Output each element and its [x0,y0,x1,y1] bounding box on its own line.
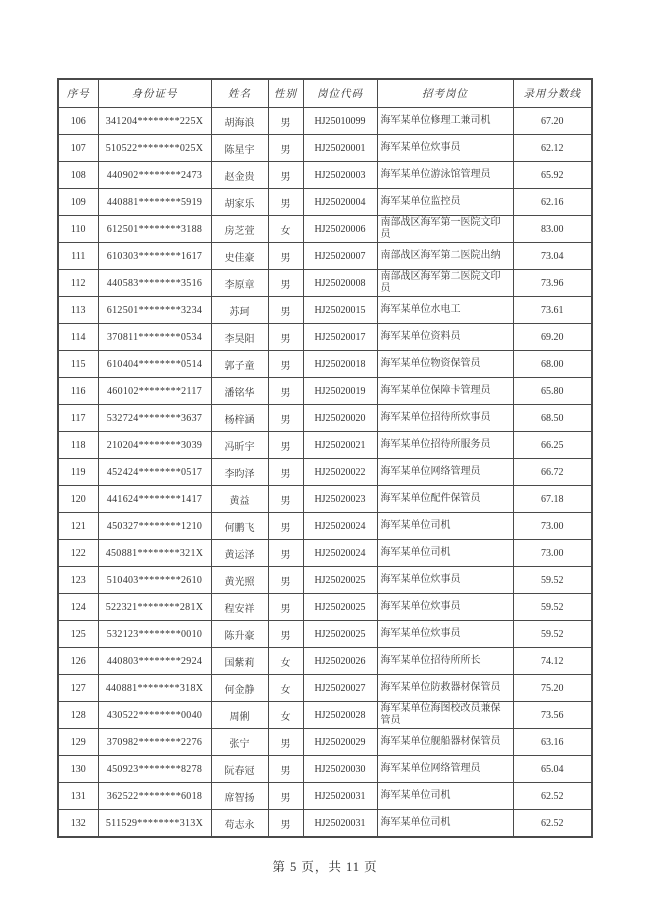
cell-id-number: 460102********2117 [98,378,211,405]
cell-id-number: 440583********3516 [98,270,211,297]
cell-name: 程安祥 [211,594,268,621]
column-header-id: 身份证号 [98,79,211,108]
cell-gender: 男 [268,243,303,270]
cell-position-code: HJ25020017 [303,324,377,351]
cell-score: 73.61 [513,297,592,324]
cell-position: 海军某单位司机 [377,810,513,838]
cell-id-number: 441624********1417 [98,486,211,513]
cell-score: 73.04 [513,243,592,270]
table-row [58,567,592,594]
cell-score: 83.00 [513,216,592,243]
cell-score: 62.52 [513,810,592,838]
cell-serial-number: 109 [58,189,98,216]
cell-name: 房芝萱 [211,216,268,243]
column-header-position: 招考岗位 [377,79,513,108]
cell-position-code: HJ25020021 [303,432,377,459]
cell-gender: 男 [268,486,303,513]
cell-position-code: HJ25020031 [303,810,377,838]
cell-position: 海军某单位修理工兼司机 [377,108,513,135]
cell-name: 李昀泽 [211,459,268,486]
cell-score: 74.12 [513,648,592,675]
cell-position-code: HJ25020020 [303,405,377,432]
cell-score: 62.16 [513,189,592,216]
cell-gender: 男 [268,135,303,162]
cell-score: 66.72 [513,459,592,486]
cell-gender: 男 [268,540,303,567]
table-row [58,270,592,297]
cell-position-code: HJ25020022 [303,459,377,486]
cell-score: 59.52 [513,621,592,648]
cell-position: 南部战区海军第二医院出纳 [377,243,513,270]
column-header-gender: 性别 [268,79,303,108]
cell-gender: 男 [268,405,303,432]
cell-gender: 男 [268,756,303,783]
cell-gender: 男 [268,351,303,378]
column-header-name: 姓名 [211,79,268,108]
recruitment-score-table [57,78,593,838]
cell-position: 海军某单位资料员 [377,324,513,351]
cell-position-code: HJ25010099 [303,108,377,135]
cell-serial-number: 113 [58,297,98,324]
cell-position: 海军某单位舰船器材保管员 [377,729,513,756]
cell-gender: 男 [268,189,303,216]
cell-id-number: 440803********2924 [98,648,211,675]
cell-position-code: HJ25020001 [303,135,377,162]
cell-score: 65.04 [513,756,592,783]
table-row [58,243,592,270]
cell-position: 海军某单位炊事员 [377,594,513,621]
cell-name: 郭子童 [211,351,268,378]
cell-name: 胡海浪 [211,108,268,135]
cell-position: 海军某单位水电工 [377,297,513,324]
cell-serial-number: 116 [58,378,98,405]
table-header-row [58,79,592,108]
table-row [58,540,592,567]
cell-position: 海军某单位司机 [377,540,513,567]
cell-id-number: 370811********0534 [98,324,211,351]
cell-score: 73.00 [513,513,592,540]
cell-gender: 男 [268,783,303,810]
cell-id-number: 450881********321X [98,540,211,567]
cell-position-code: HJ25020004 [303,189,377,216]
table-row [58,513,592,540]
cell-name: 国紫莉 [211,648,268,675]
cell-score: 59.52 [513,567,592,594]
cell-gender: 男 [268,594,303,621]
cell-id-number: 341204********225X [98,108,211,135]
cell-position-code: HJ25020025 [303,594,377,621]
cell-id-number: 440881********318X [98,675,211,702]
cell-serial-number: 120 [58,486,98,513]
table-row [58,324,592,351]
cell-position-code: HJ25020024 [303,513,377,540]
cell-serial-number: 125 [58,621,98,648]
cell-serial-number: 123 [58,567,98,594]
table-row [58,459,592,486]
cell-id-number: 510522********025X [98,135,211,162]
cell-serial-number: 132 [58,810,98,838]
cell-gender: 男 [268,459,303,486]
cell-id-number: 612501********3234 [98,297,211,324]
cell-gender: 女 [268,216,303,243]
cell-position-code: HJ25020007 [303,243,377,270]
cell-gender: 女 [268,702,303,729]
cell-position-code: HJ25020031 [303,783,377,810]
cell-position: 海军某单位防救器材保管员 [377,675,513,702]
cell-id-number: 610303********1617 [98,243,211,270]
cell-gender: 男 [268,108,303,135]
cell-name: 黄益 [211,486,268,513]
table-row [58,162,592,189]
cell-score: 59.52 [513,594,592,621]
table-row [58,621,592,648]
cell-id-number: 362522********6018 [98,783,211,810]
page-footer: 第 5 页，共 11 页 [272,860,378,874]
cell-name: 苟志永 [211,810,268,838]
cell-position: 海军某单位炊事员 [377,567,513,594]
cell-serial-number: 128 [58,702,98,729]
table-row [58,405,592,432]
cell-id-number: 452424********0517 [98,459,211,486]
table-row [58,189,592,216]
cell-score: 62.52 [513,783,592,810]
cell-position-code: HJ25020006 [303,216,377,243]
column-header-score: 录用分数线 [513,79,592,108]
column-header-serial: 序号 [58,79,98,108]
table-row [58,648,592,675]
cell-serial-number: 111 [58,243,98,270]
cell-name: 杨梓涵 [211,405,268,432]
table-row [58,108,592,135]
cell-serial-number: 108 [58,162,98,189]
cell-serial-number: 112 [58,270,98,297]
cell-gender: 男 [268,378,303,405]
cell-position: 海军某单位网络管理员 [377,756,513,783]
cell-position-code: HJ25020018 [303,351,377,378]
cell-serial-number: 115 [58,351,98,378]
cell-id-number: 510403********2610 [98,567,211,594]
cell-gender: 男 [268,729,303,756]
cell-position: 海军某单位保障卡管理员 [377,378,513,405]
cell-position: 海军某单位招待所服务员 [377,432,513,459]
table-row [58,594,592,621]
cell-position-code: HJ25020030 [303,756,377,783]
cell-score: 75.20 [513,675,592,702]
cell-name: 黄运泽 [211,540,268,567]
cell-gender: 男 [268,567,303,594]
cell-serial-number: 129 [58,729,98,756]
table-row [58,810,592,838]
cell-id-number: 440881********5919 [98,189,211,216]
cell-score: 62.12 [513,135,592,162]
table-row [58,702,592,729]
cell-gender: 女 [268,648,303,675]
cell-position: 海军某单位司机 [377,513,513,540]
cell-id-number: 612501********3188 [98,216,211,243]
cell-id-number: 610404********0514 [98,351,211,378]
cell-serial-number: 114 [58,324,98,351]
table-row [58,216,592,243]
cell-position: 南部战区海军第一医院文印员 [377,216,513,243]
cell-position: 海军某单位司机 [377,783,513,810]
cell-position: 海军某单位配件保管员 [377,486,513,513]
table-row [58,135,592,162]
table-row [58,729,592,756]
cell-score: 67.20 [513,108,592,135]
cell-serial-number: 117 [58,405,98,432]
table-row [58,486,592,513]
cell-position-code: HJ25020029 [303,729,377,756]
table-row [58,351,592,378]
cell-gender: 女 [268,675,303,702]
cell-score: 73.00 [513,540,592,567]
cell-id-number: 430522********0040 [98,702,211,729]
cell-name: 陈星宇 [211,135,268,162]
cell-position-code: HJ25020024 [303,540,377,567]
cell-serial-number: 121 [58,513,98,540]
cell-position: 海军某单位炊事员 [377,621,513,648]
cell-position-code: HJ25020023 [303,486,377,513]
cell-serial-number: 131 [58,783,98,810]
cell-serial-number: 126 [58,648,98,675]
cell-position: 海军某单位招待所炊事员 [377,405,513,432]
cell-name: 何鹏飞 [211,513,268,540]
cell-position: 海军某单位游泳馆管理员 [377,162,513,189]
cell-serial-number: 106 [58,108,98,135]
cell-id-number: 450327********1210 [98,513,211,540]
cell-gender: 男 [268,162,303,189]
cell-name: 胡家乐 [211,189,268,216]
cell-score: 73.56 [513,702,592,729]
cell-gender: 男 [268,297,303,324]
cell-serial-number: 118 [58,432,98,459]
cell-id-number: 522321********281X [98,594,211,621]
cell-name: 周俐 [211,702,268,729]
cell-position: 海军某单位网络管理员 [377,459,513,486]
cell-serial-number: 107 [58,135,98,162]
cell-serial-number: 130 [58,756,98,783]
cell-position: 海军某单位物资保管员 [377,351,513,378]
cell-score: 73.96 [513,270,592,297]
cell-id-number: 370982********2276 [98,729,211,756]
cell-name: 冯昕宇 [211,432,268,459]
cell-name: 史佳豪 [211,243,268,270]
cell-name: 何金静 [211,675,268,702]
cell-gender: 男 [268,621,303,648]
cell-position-code: HJ25020008 [303,270,377,297]
table-row [58,297,592,324]
cell-position: 南部战区海军第二医院文印员 [377,270,513,297]
cell-position-code: HJ25020026 [303,648,377,675]
table-row [58,756,592,783]
cell-name: 李原章 [211,270,268,297]
cell-serial-number: 119 [58,459,98,486]
cell-id-number: 532123********0010 [98,621,211,648]
column-header-code: 岗位代码 [303,79,377,108]
cell-name: 阮春冠 [211,756,268,783]
table-row [58,378,592,405]
cell-gender: 男 [268,270,303,297]
cell-name: 潘铭华 [211,378,268,405]
cell-position: 海军某单位海图校改员兼保管员 [377,702,513,729]
table-row [58,783,592,810]
cell-position: 海军某单位招待所所长 [377,648,513,675]
cell-score: 65.80 [513,378,592,405]
table-row [58,432,592,459]
cell-gender: 男 [268,432,303,459]
cell-position-code: HJ25020025 [303,621,377,648]
cell-name: 张宁 [211,729,268,756]
cell-id-number: 532724********3637 [98,405,211,432]
cell-serial-number: 127 [58,675,98,702]
cell-serial-number: 122 [58,540,98,567]
cell-position-code: HJ25020015 [303,297,377,324]
cell-score: 63.16 [513,729,592,756]
cell-name: 陈升豪 [211,621,268,648]
cell-id-number: 450923********8278 [98,756,211,783]
cell-gender: 男 [268,324,303,351]
cell-position-code: HJ25020025 [303,567,377,594]
cell-score: 66.25 [513,432,592,459]
cell-score: 65.92 [513,162,592,189]
cell-gender: 男 [268,810,303,838]
table-body [58,108,592,838]
cell-name: 李昊阳 [211,324,268,351]
cell-position-code: HJ25020028 [303,702,377,729]
cell-serial-number: 124 [58,594,98,621]
cell-serial-number: 110 [58,216,98,243]
cell-score: 67.18 [513,486,592,513]
cell-position: 海军某单位监控员 [377,189,513,216]
cell-position-code: HJ25020027 [303,675,377,702]
cell-id-number: 511529********313X [98,810,211,838]
cell-position-code: HJ25020019 [303,378,377,405]
cell-id-number: 440902********2473 [98,162,211,189]
cell-name: 赵金贵 [211,162,268,189]
cell-id-number: 210204********3039 [98,432,211,459]
cell-gender: 男 [268,513,303,540]
cell-name: 黄光照 [211,567,268,594]
cell-name: 苏珂 [211,297,268,324]
cell-name: 席智扬 [211,783,268,810]
cell-score: 69.20 [513,324,592,351]
cell-position-code: HJ25020003 [303,162,377,189]
table-row [58,675,592,702]
cell-score: 68.50 [513,405,592,432]
cell-position: 海军某单位炊事员 [377,135,513,162]
cell-score: 68.00 [513,351,592,378]
